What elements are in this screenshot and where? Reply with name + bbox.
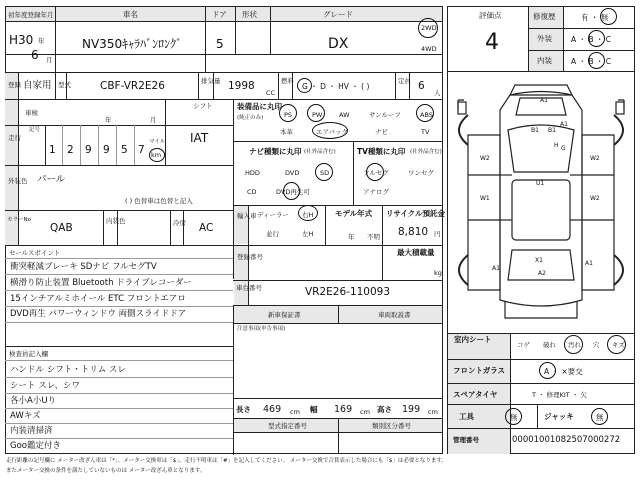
- capacity-label: 定員: [398, 77, 411, 85]
- airbag-circle: [312, 122, 348, 139]
- mileage-unit-mile: マイル: [149, 139, 166, 145]
- width-label: 幅: [310, 405, 318, 414]
- grade-label: グレード: [323, 10, 353, 19]
- mgmt-value: 00001001082507000272: [512, 435, 621, 445]
- footer-line-1: 走行距離の記号欄に メーター改ざん車は「*」、メーター交換車は「$」、走行不明車は「#」を記入してください。 メーター交換で合算表示した場合にも「$」は必要となります。: [6, 458, 447, 464]
- inspector-item-5: 内装清掃済: [10, 426, 53, 436]
- type-label: 型式: [58, 81, 71, 89]
- year-suffix: 年: [38, 37, 45, 45]
- jack-label: ジャッキ: [544, 412, 574, 421]
- tv-analog: アナログ: [363, 188, 389, 196]
- chassis-label: 車台番号: [236, 284, 262, 292]
- ps-circle: [279, 104, 297, 122]
- model-year-unknown: 不明: [367, 233, 380, 241]
- seat-item-dirt: 汚れ: [568, 341, 581, 349]
- width-value: 169: [334, 404, 353, 415]
- label-w2-left: W2: [480, 155, 490, 162]
- label-u1: U1: [536, 180, 545, 187]
- width-unit: cm: [360, 408, 370, 416]
- seat-item-tear: 破れ: [543, 341, 556, 349]
- score-label: 評価点: [479, 11, 502, 20]
- equip-pw: PW: [312, 111, 323, 119]
- import-parallel: 並行: [266, 230, 279, 238]
- fuel-g-circle: [297, 78, 312, 93]
- shift-label: シフト: [193, 102, 213, 110]
- mileage-digit-3: 9: [85, 144, 92, 156]
- sales-point-1: 衝突軽減ブレーキ SDナビ フルセグTV: [10, 262, 157, 272]
- mileage-digit-2: 2: [67, 144, 74, 156]
- interior-grade-options: A ・ B ・ C: [571, 57, 612, 66]
- inspector-item-1: ハンドル シフト・トリム スレ: [10, 365, 126, 375]
- tools-label: 工具: [459, 412, 474, 421]
- vehicle-label: 登録: [8, 81, 21, 89]
- wheel-rl: [459, 255, 468, 285]
- wheel-rr: [614, 255, 623, 285]
- ac-label: 冷房: [173, 219, 186, 227]
- wheel-fr: [614, 115, 623, 145]
- category-label: 類別区分番号: [372, 422, 411, 430]
- spare-tire-label: スペアタイヤ: [453, 390, 498, 399]
- fuel-options: G ・ D ・ HV ・ ( ): [302, 82, 370, 91]
- grade-value: DX: [328, 36, 349, 52]
- inspector-label: 検査員記入欄: [9, 350, 48, 358]
- label-h: H: [554, 142, 559, 149]
- equip-tv: TV: [421, 128, 430, 136]
- import-left-hand: 左H: [302, 230, 314, 238]
- nav-label: ナビ種類に丸印: [249, 147, 302, 156]
- exterior-label: 外装: [537, 34, 552, 43]
- equipment-sub-label: (純正のみ): [237, 115, 264, 121]
- footer-line-2: またメーター交換の条件を満たしていないものは メーター改ざん車となります。: [6, 468, 206, 474]
- car-damage-diagram: [450, 80, 632, 326]
- length-value: 469: [263, 404, 282, 415]
- length-unit: cm: [290, 408, 300, 416]
- capacity-unit: 人: [434, 89, 441, 97]
- color-value: パール: [37, 174, 66, 185]
- fuel-label: 燃料: [281, 77, 294, 85]
- nav-sub-label: (社外品含む): [304, 149, 336, 155]
- repair-none-circle: [600, 8, 617, 25]
- repair-options: 有 ・ 無: [581, 13, 609, 22]
- model-name: NV350ｷｬﾗﾊﾞﾝﾛﾝｸﾞ: [82, 37, 183, 51]
- shift-value: IAT: [190, 131, 209, 145]
- label-a1-rear-right: A1: [585, 260, 593, 267]
- front-glass-label: フロントガラス: [453, 366, 506, 375]
- interior-label: 内装色: [106, 217, 126, 225]
- sales-point-3: 15インチアルミホイール ETC フロントエアロ: [10, 294, 186, 304]
- label-a2-rear: A2: [538, 270, 546, 277]
- displacement-value: 1998: [228, 80, 255, 92]
- color-label: 外装色: [8, 177, 28, 185]
- nav-dvd: DVD: [285, 169, 300, 177]
- nav-sd: SD: [320, 169, 330, 177]
- label-b1-2: B1: [548, 127, 556, 134]
- displacement-label: 排気量: [201, 77, 221, 85]
- ac-value: AC: [199, 222, 214, 234]
- recycle-unit: 円: [434, 230, 441, 238]
- inspector-item-2: シート スレ、シワ: [10, 381, 81, 391]
- jack-value: 無: [596, 413, 604, 422]
- inspection-label: 車検: [25, 109, 38, 117]
- equipment-label: 装備品に丸印: [237, 102, 282, 111]
- recycle-label: リサイクル預託金: [386, 209, 445, 218]
- inspection-month-unit: 月: [150, 116, 157, 124]
- abs-circle: [416, 104, 434, 122]
- max-load-label: 最大積載量: [397, 248, 435, 257]
- nav-hdd: HDD: [245, 169, 260, 177]
- equip-navi: ナビ: [375, 128, 388, 136]
- exterior-options: A ・ B ・ C: [571, 35, 612, 44]
- pw-circle: [307, 104, 325, 122]
- equip-ps: PS: [284, 111, 293, 119]
- nav-dvd-play: DVD再生可: [276, 188, 310, 196]
- mileage-digit-5: 5: [121, 144, 128, 156]
- label-a1-front: A1: [540, 97, 548, 104]
- length-label: 長さ: [236, 405, 251, 414]
- import-label: 輸入車: [237, 212, 257, 220]
- doors-label: ドア: [212, 10, 227, 19]
- label-g: G: [561, 145, 566, 152]
- new-warranty: 新車保証書: [268, 311, 301, 319]
- tv-oneseg: ワンセグ: [408, 169, 434, 177]
- dvd-play-circle: [283, 182, 300, 200]
- equip-sunroof: サンルーフ: [369, 111, 401, 119]
- label-w1-left: W1: [480, 195, 490, 202]
- roof-outline: [512, 180, 570, 240]
- first-reg-month: 6: [31, 48, 39, 62]
- sd-circle: [315, 163, 333, 181]
- front-glass-value: A ・ ×要交: [544, 367, 583, 376]
- use-value: 自家用: [23, 80, 52, 91]
- seat-item-scratch: キズ: [612, 341, 625, 349]
- cc-unit: CC: [266, 89, 276, 97]
- label-b1-1: B1: [531, 127, 539, 134]
- color-note: ( ) 色替車は色替と記入: [125, 197, 193, 205]
- type-value: CBF-VR2E26: [100, 80, 165, 92]
- tv-fullseg: フルセグ: [363, 169, 389, 177]
- chassis-value: VR2E26-110093: [305, 286, 391, 298]
- height-label: 高さ: [377, 405, 392, 414]
- max-load-unit: kg: [434, 269, 442, 277]
- score-value: 4: [485, 30, 499, 55]
- label-w2-right2: W2: [590, 195, 600, 202]
- label-a1-rear-left: A1: [492, 265, 500, 272]
- nav-cd: CD: [247, 188, 257, 196]
- tv-sub-label: (社外品含む): [410, 149, 442, 155]
- reg-number-label: 登録番号: [237, 253, 263, 261]
- mileage-digit-1: 1: [49, 144, 56, 156]
- interior-grade-label: 内装: [537, 56, 552, 65]
- mileage-unit-km: km: [151, 151, 162, 159]
- color-no-value: QAB: [50, 222, 73, 234]
- height-value: 199: [402, 404, 421, 415]
- interior-b-circle: [588, 52, 605, 69]
- sales-point-2: 横滑り防止装置 Bluetooth ドライブレコーダー: [10, 278, 192, 288]
- tools-value: 無: [510, 413, 518, 422]
- model-year-unit: 年: [348, 233, 355, 241]
- jack-none-circle: [591, 408, 608, 425]
- drive-2wd: 2WD: [421, 24, 437, 32]
- type-cert-label: 型式指定番号: [268, 422, 307, 430]
- mileage-digit-6: 7: [138, 144, 145, 156]
- first-reg-year: H30: [9, 33, 34, 47]
- mileage-marker: 記号: [29, 127, 41, 133]
- equip-aw: AW: [339, 111, 350, 119]
- month-suffix: 月: [46, 56, 53, 64]
- inspector-item-4: AWキズ: [10, 411, 41, 421]
- rear-bumper: [505, 302, 577, 318]
- equip-airbag: エアバック: [316, 128, 348, 136]
- label-a1-front-right: A1: [560, 121, 568, 128]
- sales-point-4: DVD再生 パワーウィンドウ 両側スライドドア: [10, 309, 187, 319]
- inspection-year-unit: 年: [105, 116, 112, 124]
- right-hand-circle: [298, 205, 318, 221]
- doors-value: 5: [216, 37, 224, 51]
- inspector-item-3: 各小A小Uり: [10, 396, 57, 406]
- front-glass-a-circle: [539, 362, 556, 379]
- recycle-value: 8,810: [398, 226, 429, 238]
- model-year-label: モデル年式: [335, 209, 373, 218]
- import-dealer: ディーラー: [257, 211, 289, 219]
- import-right-hand: 右H: [302, 211, 314, 219]
- seat-item-hole: 穴: [593, 341, 600, 349]
- tools-none-circle: [505, 408, 522, 425]
- label-w2-right: W2: [590, 155, 600, 162]
- mirror-left: [458, 102, 466, 114]
- seat-item-burn: コゲ: [517, 341, 530, 349]
- drive-4wd: 4WD: [421, 45, 437, 53]
- mgmt-label: 管理番号: [453, 436, 479, 444]
- exterior-b-circle: [588, 30, 605, 47]
- seat-scratch-circle: [607, 335, 626, 354]
- equip-abs: ABS: [420, 111, 433, 119]
- model-label: 車名: [123, 10, 138, 19]
- seat-label: 室内シート: [454, 335, 492, 344]
- inspector-item-6: Goo鑑定付き: [10, 441, 61, 451]
- tv-label: TV種類に丸印: [357, 147, 406, 156]
- seat-dirt-circle: [564, 335, 583, 354]
- sales-points-label: セールスポイント: [9, 249, 61, 257]
- mileage-label: 走行: [8, 134, 21, 142]
- notes-label: 注意事項(申告事項): [237, 326, 286, 332]
- repair-label: 修復歴: [533, 12, 556, 21]
- mirror-right: [616, 102, 624, 114]
- shape-label: 形状: [242, 10, 257, 19]
- height-unit: cm: [428, 408, 438, 416]
- color-no-label: カラーNo: [7, 217, 31, 223]
- equip-leather: 本革: [280, 128, 293, 136]
- wheel-fl: [459, 115, 468, 145]
- first-reg-label: 初年度登録年月: [8, 11, 54, 19]
- label-x1-rear: X1: [535, 257, 543, 264]
- fullseg-circle: [366, 163, 384, 181]
- mileage-digit-4: 9: [103, 144, 110, 156]
- spare-tire-value: T ・ 修理KIT ・ 欠: [532, 391, 587, 399]
- manual: 車両取説書: [378, 311, 411, 319]
- capacity-value: 6: [418, 80, 425, 92]
